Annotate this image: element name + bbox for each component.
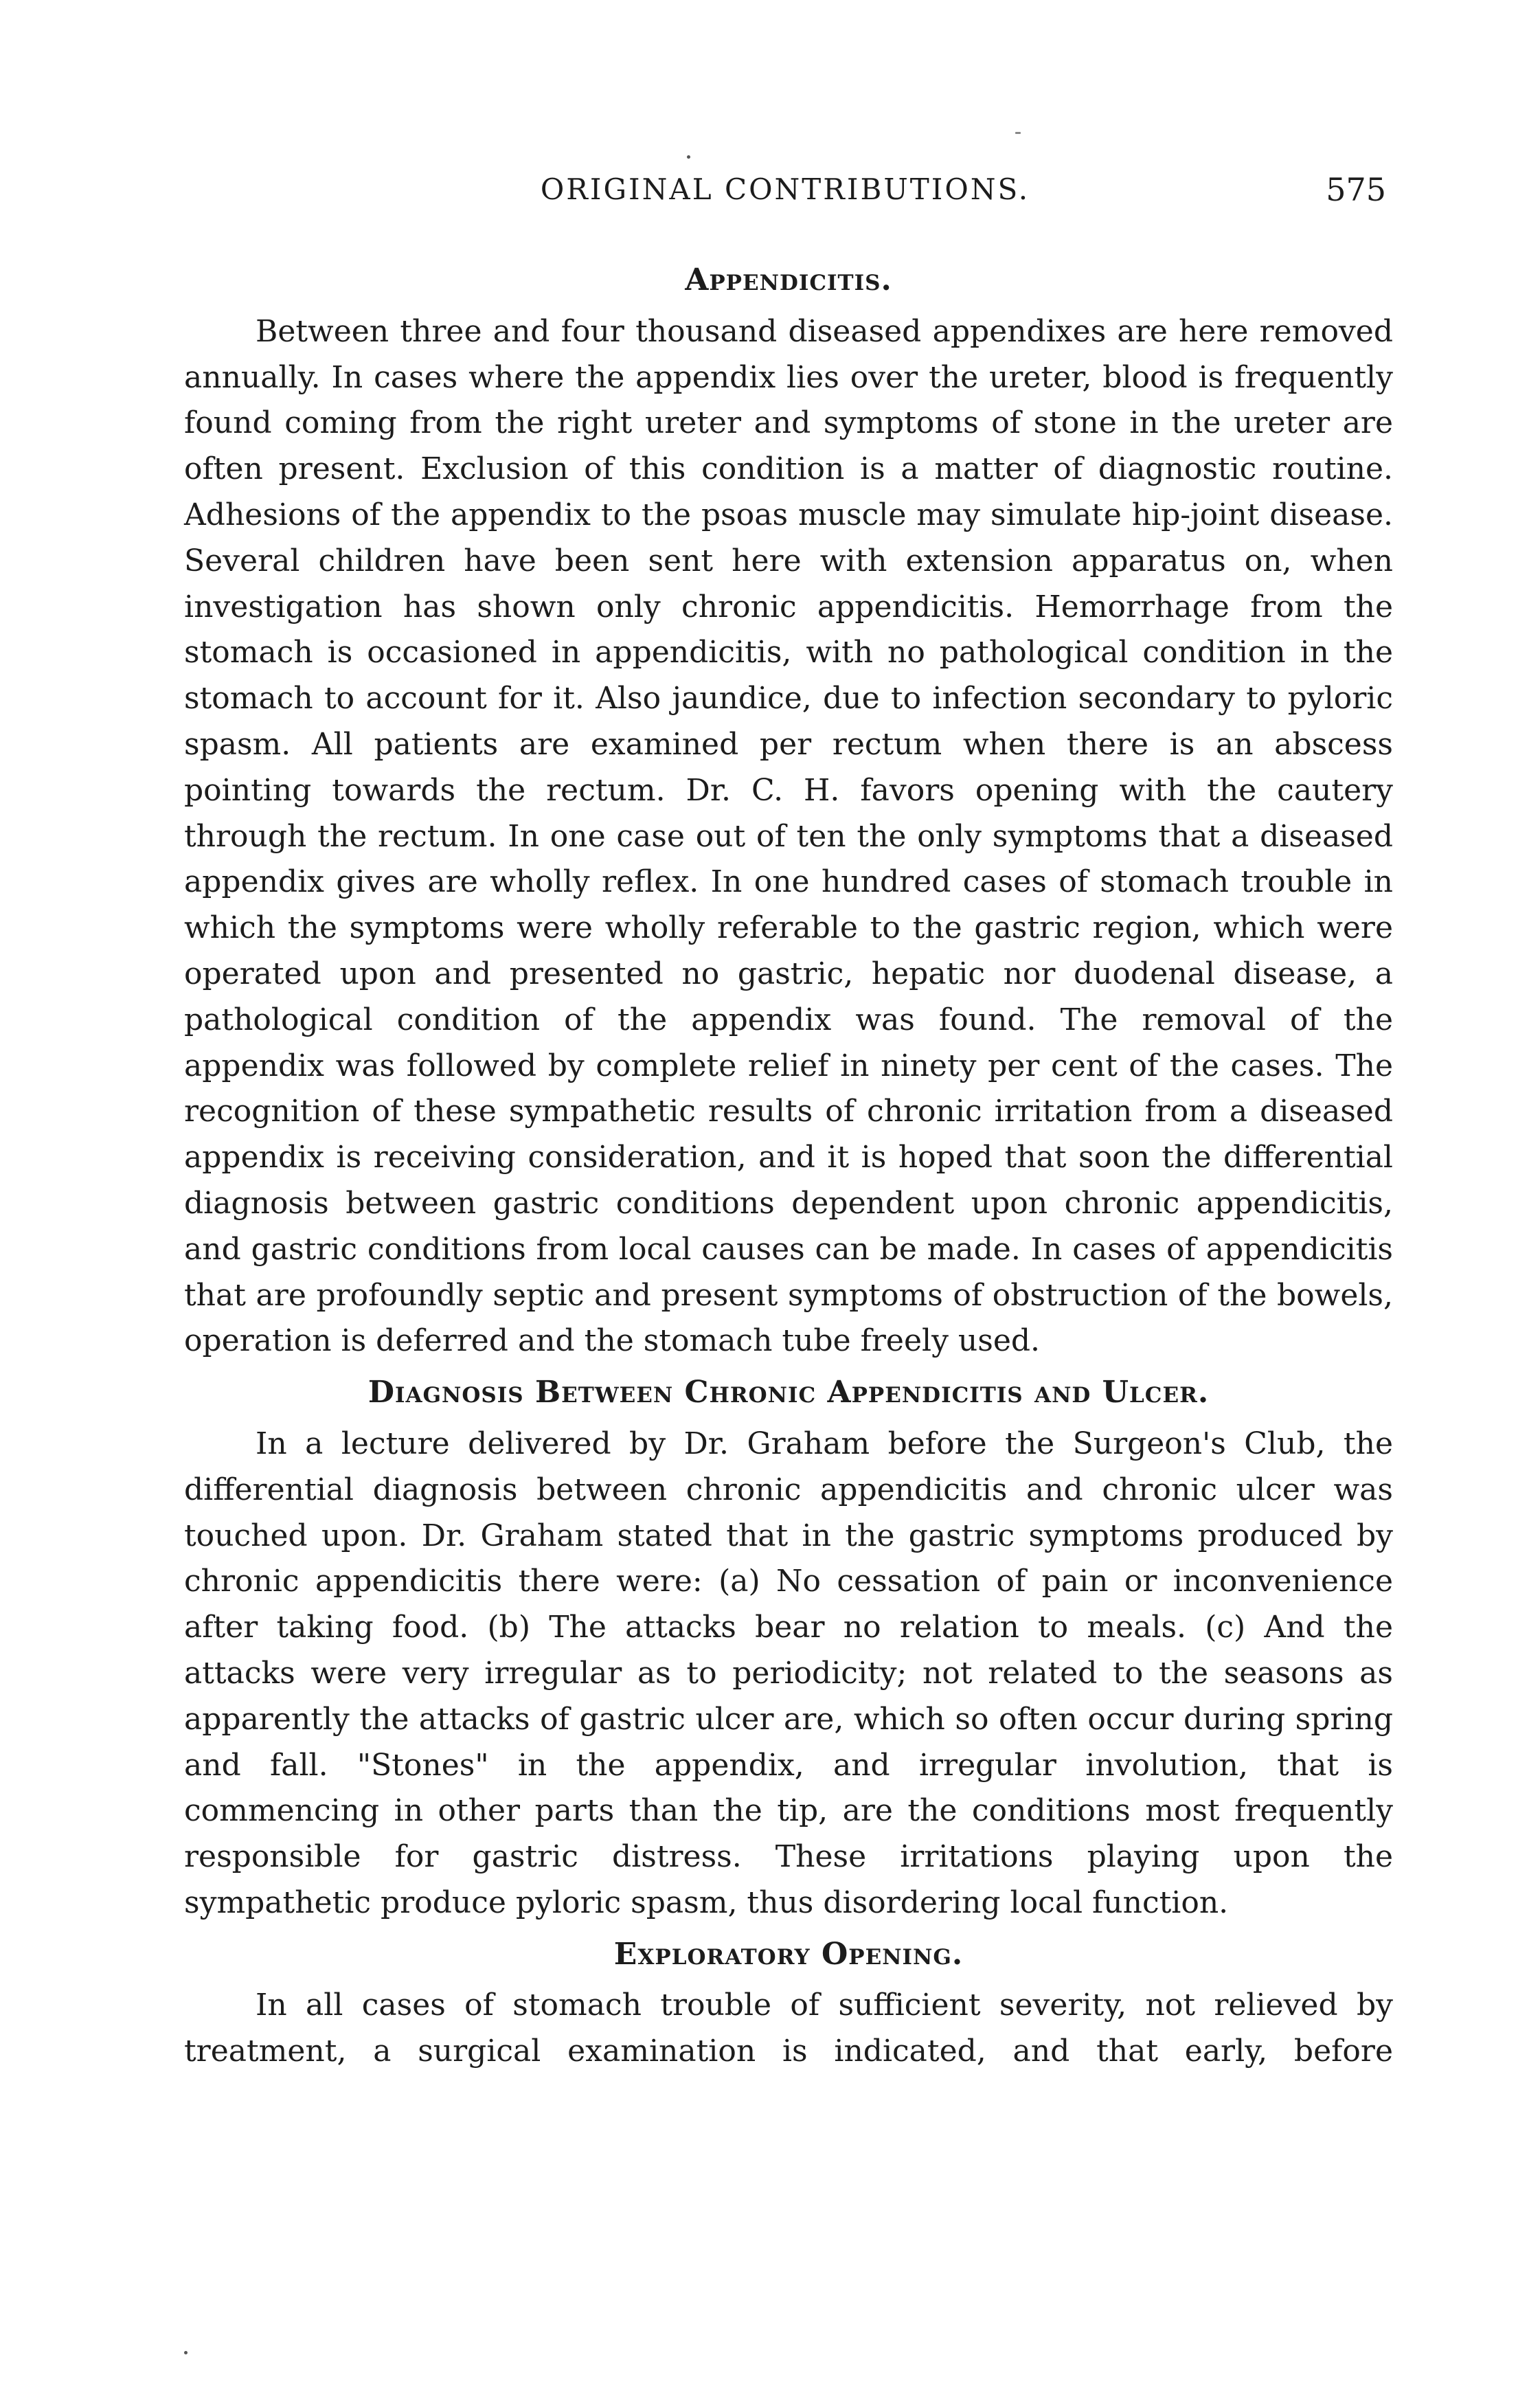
paragraph-appendicitis: Between three and four thousand diseased appendixes are here removed annually. In cases where the appendix lies over the ureter, blood is frequently found coming from the right ureter and symptoms of stone in the ureter are often present. Exclusion of this condition is a matter of diagnostic routine. Adhesions of the appendix to the psoas muscle may simulate hip-joint disease. Several children have been sent here with extension apparatus on, when investigation has shown only chronic appendicitis. Hemorrhage from the stomach is occasioned in appendicitis, with no pathological condition in the stomach to account for it. Also jaundice, due to infection secondary to pyloric spasm. All patients are examined per rectum when there is an abscess pointing towards the rectum. Dr. C. H. favors opening with the cautery through the rectum. In one case out of ten the only symptoms that a diseased appendix gives are wholly reflex. In one hundred cases of stomach trouble in which the symptoms were wholly referable to the gastric region, which were operated upon and presented no gastric, hepatic nor duodenal disease, a pathological condition of the appendix was found. The removal of the appendix was followed by complete relief in ninety per cent of the cases. The recognition of these sympathetic results of chronic irritation from a diseased appendix is receiving consideration, and it is hoped that soon the differential diagnosis between gastric conditions dependent upon chronic appendicitis, and gastric conditions from local causes can be made. In cases of appendicitis that are profoundly septic and present symptoms of obstruction of the bowels, operation is deferred and the stomach tube freely used. — [184, 313, 1393, 1359]
paragraph-exploratory-opening: In all cases of stomach trouble of sufficient severity, not relieved by treatment, a surgical examination is indicated, and that early, before — [184, 1988, 1393, 2069]
running-title: ORIGINAL CONTRIBUTIONS. — [540, 172, 1030, 206]
section-heading-diagnosis: Diagnosis Between Chronic Appendicitis and Ulcer. — [367, 1375, 1210, 1410]
spacer — [184, 1926, 1393, 1932]
section-heading-exploratory-opening: Exploratory Opening. — [613, 1936, 964, 1972]
section-heading-appendicitis: Appendicitis. — [685, 262, 892, 297]
spacer — [184, 1416, 1393, 1421]
spacer — [184, 1364, 1393, 1370]
scan-speck — [1015, 132, 1021, 134]
running-head — [184, 169, 1386, 213]
scan-speck — [687, 155, 690, 159]
spacer — [184, 304, 1393, 309]
paragraph-diagnosis: In a lecture delivered by Dr. Graham before the Surgeon's Club, the differential diagnosis between chronic appendicitis and chronic ulcer was touched upon. Dr. Graham stated that in the gastric symptoms produced by chronic appendicitis there were: (a) No cessation of pain or inconvenience after taking food. (b) The attacks bear no relation to meals. (c) And the attacks were very irregular as to periodicity; not related to the seasons as apparently the attacks of gastric ulcer are, which so often occur during spring and fall. "Stones" in the appendix, and irregular involution, that is commencing in other parts than the tip, are the conditions most frequently responsible for gastric distress. These irritations playing upon the sympathetic produce pyloric spasm, thus disordering local function. — [184, 1426, 1393, 1920]
scan-speck — [184, 2351, 188, 2354]
spacer — [184, 1977, 1393, 1983]
body-text — [184, 258, 1393, 2075]
page-number: 575 — [1326, 171, 1386, 208]
